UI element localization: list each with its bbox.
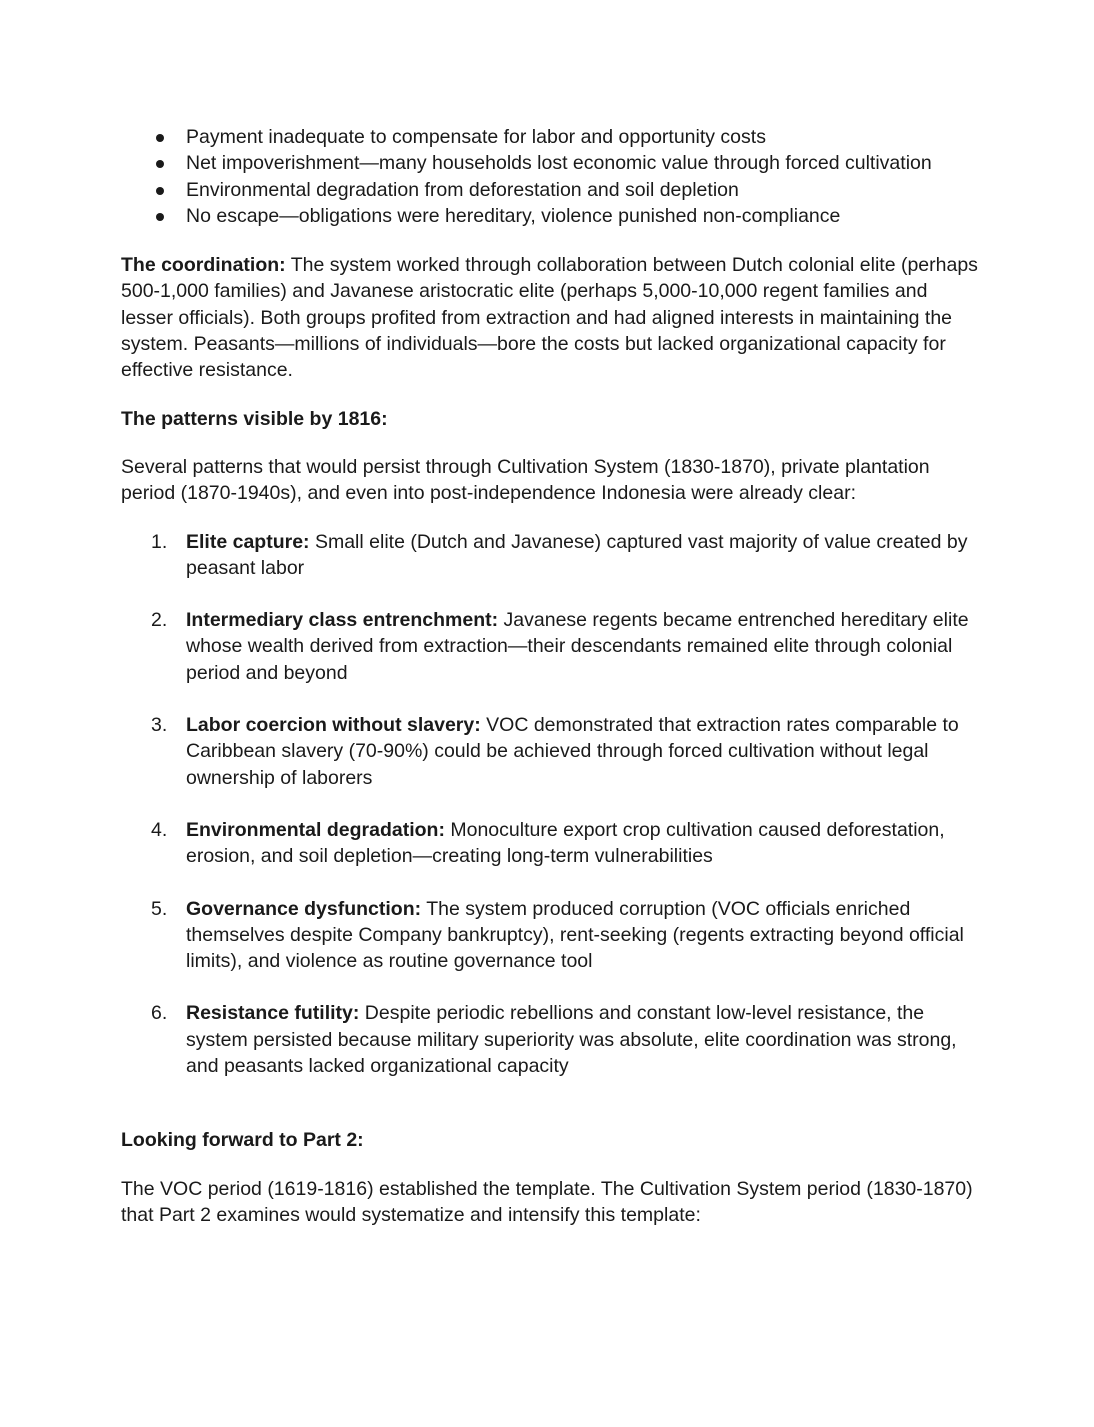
bullet-list — [121, 124, 981, 229]
bullet-text: No escape—obligations were hereditary, violence punished non-compliance — [186, 204, 841, 227]
list-item — [121, 817, 981, 870]
item-title: Intermediary class entrenchment: — [186, 609, 499, 632]
item-number: 2. — [151, 609, 168, 632]
item-text: Javanese regents became entrenched hereditary elite whose wealth derived from extraction—their descendants remained elite through colonial period and beyond — [186, 609, 969, 684]
list-item — [121, 1000, 981, 1079]
looking-forward-heading — [121, 1127, 981, 1153]
looking-forward-heading-text: Looking forward to Part 2: — [121, 1129, 364, 1152]
patterns-heading-text: The patterns visible by 1816: — [121, 407, 388, 430]
item-title: Governance dysfunction: — [186, 897, 422, 920]
item-title: Resistance futility: — [186, 1002, 360, 1025]
item-number: 1. — [151, 530, 168, 553]
item-text: Monoculture export crop cultivation caused deforestation, erosion, and soil depletion—creating long-term vulnerabilities — [186, 818, 945, 868]
bullet-icon — [156, 160, 164, 168]
document-page — [121, 124, 981, 1228]
bullet-text: Net impoverishment—many households lost economic value through forced cultivation — [186, 152, 932, 175]
item-number: 4. — [151, 818, 168, 841]
item-text: The system produced corruption (VOC officials enriched themselves despite Company bankruptcy), rent-seeking (regents extracting beyond official limits), and violence as routine governance tool — [186, 897, 964, 973]
list-item — [121, 124, 981, 150]
bullet-text: Environmental degradation from deforestation and soil depletion — [186, 178, 739, 201]
patterns-heading — [121, 406, 981, 432]
patterns-intro: Several patterns that would persist through Cultivation System (1830-1870), private plantation period (1870-1940s), and even into post-independence Indonesia were already clear: — [121, 455, 930, 505]
item-text: Despite periodic rebellions and constant low-level resistance, the system persisted because military superiority was absolute, elite coordination was strong, and peasants lacked organizational capacity — [186, 1002, 957, 1078]
coordination-paragraph — [121, 252, 981, 383]
list-item — [121, 529, 981, 582]
item-number: 6. — [151, 1002, 168, 1025]
list-item — [121, 712, 981, 791]
looking-forward-paragraph: The VOC period (1619-1816) established the template. The Cultivation System period (1830-1870) that Part 2 examines would systematize and intensify this template: — [121, 1177, 973, 1226]
list-item — [121, 607, 981, 686]
item-text: Small elite (Dutch and Javanese) captured vast majority of value created by peasant labor — [186, 530, 968, 579]
list-item — [121, 203, 981, 229]
item-number: 3. — [151, 714, 168, 737]
item-title: Environmental degradation: — [186, 818, 445, 841]
bullet-text: Payment inadequate to compensate for labor and opportunity costs — [186, 126, 766, 148]
list-item — [121, 150, 981, 176]
coordination-text: The system worked through collaboration between Dutch colonial elite (perhaps 500-1,000 families) and Javanese aristocratic elite (perhaps 5,000-10,000 regent families and lesser officials). Both groups profited from extraction and had aligned interests in maintaining the system. Peasants—millions of individuals—bore the costs but lacked organizational capacity for effective resistance. — [121, 254, 978, 382]
list-item — [121, 896, 981, 975]
bullet-icon — [156, 134, 164, 142]
patterns-list — [121, 529, 981, 1080]
item-title: Labor coercion without slavery: — [186, 714, 481, 737]
item-number: 5. — [151, 897, 168, 920]
item-text: VOC demonstrated that extraction rates comparable to Caribbean slavery (70-90%) could be achieved through forced cultivation without legal ownership of laborers — [186, 714, 959, 789]
bullet-icon — [156, 187, 164, 195]
list-item — [121, 177, 981, 203]
coordination-heading: The coordination: — [121, 254, 286, 277]
item-title: Elite capture: — [186, 530, 310, 553]
bullet-icon — [156, 213, 164, 221]
